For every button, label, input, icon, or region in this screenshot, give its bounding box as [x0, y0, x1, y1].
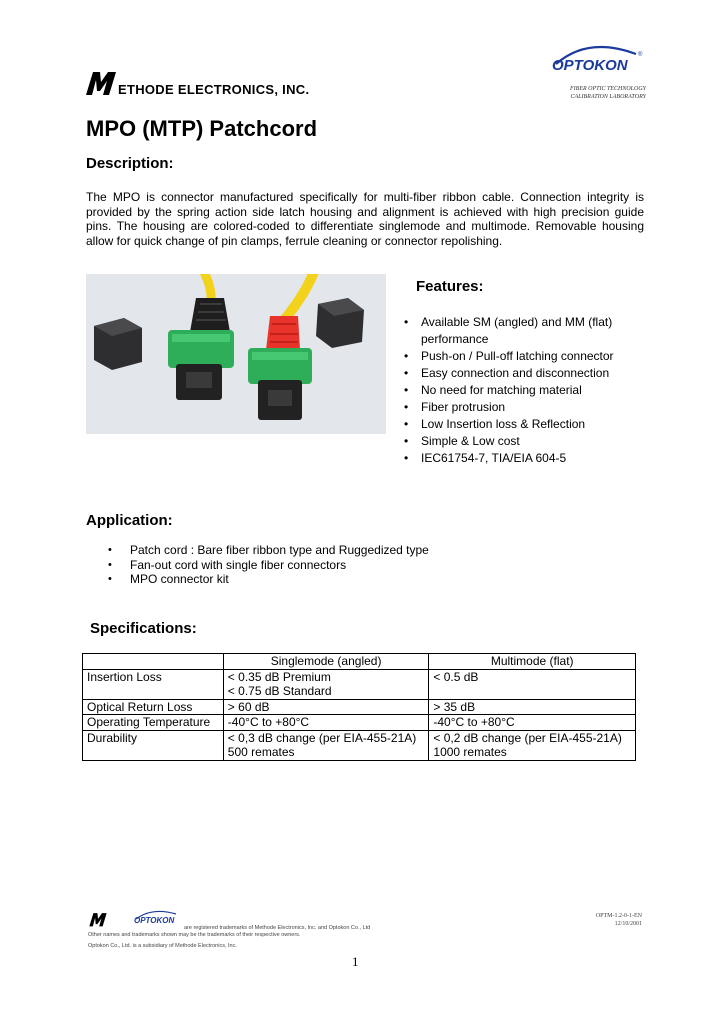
- row-label: Optical Return Loss: [83, 699, 224, 715]
- company-name: ETHODE ELECTRONICS, INC.: [118, 82, 310, 97]
- list-item: • Simple & Low cost: [404, 433, 654, 450]
- list-item: • Fan-out cord with single fiber connectors: [108, 558, 568, 573]
- table-header-row: [83, 654, 636, 670]
- table-row: [83, 715, 636, 731]
- svg-text:®: ®: [638, 52, 643, 58]
- list-item: • Easy connection and disconnection: [404, 365, 654, 382]
- row-label: Operating Temperature: [83, 715, 224, 731]
- table-row: [83, 699, 636, 715]
- singlemode-cell: -40°C to +80°C: [223, 715, 429, 731]
- table-row: [83, 730, 636, 760]
- singlemode-cell: > 60 dB: [223, 699, 429, 715]
- page-number: 1: [352, 954, 359, 969]
- application-heading: Application:: [86, 512, 173, 529]
- list-item: • Fiber protrusion: [404, 399, 654, 416]
- footer-subsidiary: Optokon Co., Ltd. is a subsidiary of Methode Electronics, Inc.: [88, 943, 237, 949]
- table-header-cell: [83, 654, 224, 670]
- list-item: • IEC61754-7, TIA/EIA 604-5: [404, 450, 654, 467]
- list-item: • Available SM (angled) and MM (flat) performance: [404, 314, 654, 347]
- methode-logo: [84, 70, 118, 96]
- svg-text:OPTOKON: OPTOKON: [134, 916, 175, 925]
- description-text: The MPO is connector manufactured specifically for multi-fiber ribbon cable. Connection integrity is provided by the spring action side latch housing and alignment is achieved with high precision guide pins. The housing are colored-coded to differentiate singlemode and multimode. Removable housing allow for quick change of pin clamps, ferrule cleaning or connector repolishing.: [86, 190, 644, 248]
- singlemode-cell: < 0.35 dB Premium < 0.75 dB Standard: [223, 669, 429, 699]
- singlemode-cell: < 0,3 dB change (per EIA-455-21A) 500 remates: [223, 730, 429, 760]
- page-title: MPO (MTP) Patchcord: [86, 116, 318, 141]
- optokon-logo-text: OPTOKON: [552, 57, 628, 74]
- list-item: • MPO connector kit: [108, 572, 568, 587]
- specifications-table: [82, 653, 636, 761]
- optokon-tagline: FIBER OPTIC TECHNOLOGY CALIBRATION LABORATORY: [569, 86, 646, 100]
- application-list: [108, 543, 568, 587]
- row-label: Insertion Loss: [83, 669, 224, 699]
- table-header-cell: Singlemode (angled): [223, 654, 429, 670]
- multimode-cell: < 0,2 dB change (per EIA-455-21A) 1000 remates: [429, 730, 636, 760]
- description-heading: Description:: [86, 155, 174, 172]
- multimode-cell: -40°C to +80°C: [429, 715, 636, 731]
- table-row: [83, 669, 636, 699]
- specifications-heading: Specifications:: [90, 620, 197, 637]
- list-item: • Push-on / Pull-off latching connector: [404, 348, 654, 365]
- features-list: [404, 314, 654, 467]
- optokon-logo: [548, 42, 644, 82]
- row-label: Durability: [83, 730, 224, 760]
- list-item: • Patch cord : Bare fiber ribbon type and Ruggedized type: [108, 543, 568, 558]
- list-item: • No need for matching material: [404, 382, 654, 399]
- footer-trademark: are registered trademarks of Methode Electronics, Inc. and Optokon Co., Ltd Other names and trademarks shown may be the trademarks of their respective owners.: [88, 925, 371, 938]
- table-header-cell: Multimode (flat): [429, 654, 636, 670]
- multimode-cell: > 35 dB: [429, 699, 636, 715]
- list-item: • Low Insertion loss & Reflection: [404, 416, 654, 433]
- product-photo: [86, 274, 386, 434]
- multimode-cell: < 0.5 dB: [429, 669, 636, 699]
- features-heading: Features:: [416, 278, 484, 295]
- footer-doc-info: OPTM-1.2-0-1-EN 12/10/2001: [595, 913, 642, 927]
